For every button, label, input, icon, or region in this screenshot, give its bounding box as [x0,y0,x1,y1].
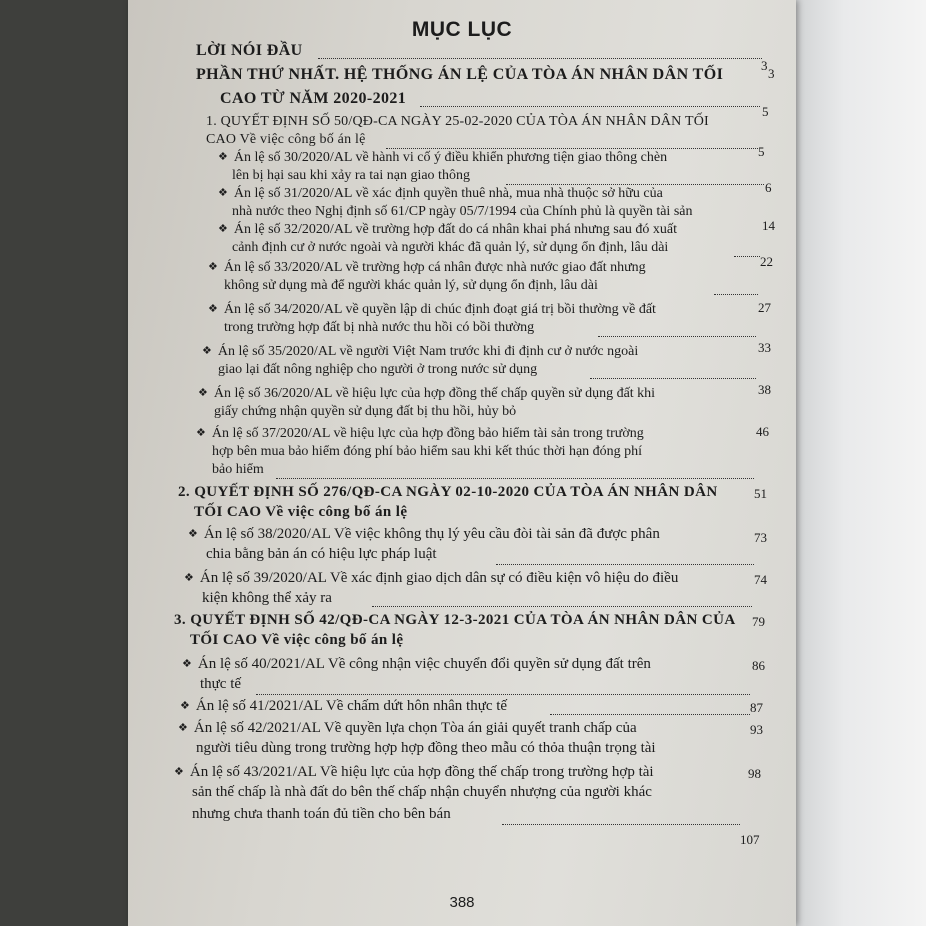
case-law-item-33: ❖ Án lệ số 33/2020/AL về trường hợp cá nhân được nhà nước giao đất nhưng [208,260,646,275]
page-ref: 33 [758,340,771,355]
diamond-bullet-icon: ❖ [218,223,228,235]
page-ref: 79 [752,614,765,629]
page-ref: 14 [762,218,775,233]
case-law-item-30: ❖ Án lệ số 30/2020/AL về hành vi cố ý điều khiển phương tiện giao thông chèn [218,150,668,165]
diamond-bullet-icon: ❖ [184,572,194,584]
case-law-item-33-line2: không sử dụng mà để người khác quản lý, sử dụng ổn định, lâu dài [224,278,598,293]
diamond-bullet-icon: ❖ [174,766,184,778]
dot-leader [598,336,756,337]
decision-heading-line1: 1. QUYẾT ĐỊNH SỐ 50/QĐ-CA NGÀY 25-02-2020 CỦA TÒA ÁN NHÂN DÂN TỐI [206,114,709,129]
diamond-bullet-icon: ❖ [208,303,218,315]
diamond-bullet-icon: ❖ [208,261,218,273]
case-law-item-39-line2: kiện không thể xảy ra [202,590,332,606]
diamond-bullet-icon: ❖ [218,151,228,163]
page-ref: 74 [754,572,767,587]
dot-leader [502,824,740,825]
case-law-item-38-line2: chia bằng bản án có hiệu lực pháp luật [206,546,437,562]
dot-leader [386,148,758,149]
diamond-bullet-icon: ❖ [196,427,206,439]
background-right [790,0,926,926]
dot-leader [276,478,754,479]
page-ref: 27 [758,300,771,315]
page-ref: 93 [750,722,763,737]
decision-heading-line2: CAO Về việc công bố án lệ [206,132,366,147]
page-ref: 38 [758,382,771,397]
case-law-item-42-line2: người tiêu dùng trong trường hợp hợp đồng theo mẫu có thỏa thuận trọng tài [196,740,656,756]
dot-leader [372,606,752,607]
page-ref: 87 [750,700,763,715]
diamond-bullet-icon: ❖ [182,658,192,670]
page-ref: 107 [740,832,760,847]
case-law-item-37: ❖ Án lệ số 37/2020/AL về hiệu lực của hợp đồng bảo hiểm tài sản trong trường [196,426,644,441]
book-page [128,0,796,926]
dot-leader [420,106,760,107]
page-number: 388 [449,894,475,911]
case-law-item-34-line2: trong trường hợp đất bị nhà nước thu hồi có bồi thường [224,320,535,335]
part-heading-line1: PHẦN THỨ NHẤT. HỆ THỐNG ÁN LỆ CỦA TÒA ÁN NHÂN DÂN TỐI [196,66,724,83]
decision-heading-line1: 3. QUYẾT ĐỊNH SỐ 42/QĐ-CA NGÀY 12-3-2021 CỦA TÒA ÁN NHÂN DÂN CỦA [174,612,736,628]
case-law-item-36: ❖ Án lệ số 36/2020/AL về hiệu lực của hợp đồng thế chấp quyền sử dụng đất khi [198,386,656,401]
page-ref: 3 [761,58,768,73]
case-law-item-37-line3: bảo hiểm [212,462,264,477]
dot-leader [550,714,750,715]
diamond-bullet-icon: ❖ [202,345,212,357]
case-law-item-43: ❖ Án lệ số 43/2021/AL Về hiệu lực của hợp đồng thế chấp trong trường hợp tài [174,764,654,780]
dot-leader [734,256,760,257]
page-ref: 46 [756,424,769,439]
dot-leader [496,564,754,565]
case-law-item-40-line2: thực tế [200,676,242,692]
case-law-item-43-line3: nhưng chưa thanh toán đủ tiền cho bên bán [192,806,451,822]
page-ref: 73 [754,530,767,545]
diamond-bullet-icon: ❖ [198,387,208,399]
diamond-bullet-icon: ❖ [188,528,198,540]
decision-heading-line2: TỐI CAO Về việc công bố án lệ [190,632,404,648]
dot-leader [318,58,762,59]
diamond-bullet-icon: ❖ [180,700,190,712]
decision-heading-line1: 2. QUYẾT ĐỊNH SỐ 276/QĐ-CA NGÀY 02-10-2020 CỦA TÒA ÁN NHÂN DÂN [178,484,718,500]
part-heading-line2: CAO TỪ NĂM 2020-2021 [220,90,407,107]
page-ref: 86 [752,658,765,673]
case-law-item-41: ❖ Án lệ số 41/2021/AL Về chấm dứt hôn nhân thực tế [180,698,508,714]
case-law-item-39: ❖ Án lệ số 39/2020/AL Về xác định giao dịch dân sự có điều kiện vô hiệu do điều [184,570,679,586]
decision-heading-line2: TỐI CAO Về việc công bố án lệ [194,504,408,520]
page-ref: 51 [754,486,767,501]
case-law-item-32-line2: cảnh định cư ở nước ngoài và người khác đã quản lý, sử dụng ổn định, lâu dài [232,240,669,255]
page-ref: 22 [760,254,773,269]
page-ref: 98 [748,766,761,781]
page-ref: 3 [768,66,775,81]
case-law-item-35: ❖ Án lệ số 35/2020/AL về người Việt Nam trước khi đi định cư ở nước ngoài [202,344,639,359]
dot-leader [506,184,764,185]
dot-leader [714,294,758,295]
case-law-item-38: ❖ Án lệ số 38/2020/AL Về việc không thụ lý yêu cầu đòi tài sản đã được phân [188,526,660,542]
case-law-item-43-line2: sản thế chấp là nhà đất do bên thế chấp nhận chuyển nhượng của người khác [192,784,652,800]
page-ref: 5 [758,144,765,159]
case-law-item-35-line2: giao lại đất nông nghiệp cho người ở trong nước sử dụng [218,362,538,377]
case-law-item-34: ❖ Án lệ số 34/2020/AL về quyền lập di chúc định đoạt giá trị bồi thường về đất [208,302,656,317]
case-law-item-36-line2: giấy chứng nhận quyền sử dụng đất bị thu hồi, hủy bỏ [214,404,517,419]
case-law-item-30-line2: lên bị hại sau khi xảy ra tai nạn giao thông [232,168,470,183]
case-law-item-31: ❖ Án lệ số 31/2020/AL về xác định quyền thuê nhà, mua nhà thuộc sở hữu của [218,186,663,201]
page-title: MỤC LỤC [411,18,513,41]
dot-leader [256,694,750,695]
diamond-bullet-icon: ❖ [178,722,188,734]
dot-leader [590,378,756,379]
case-law-item-37-line2: hợp bên mua bảo hiểm đóng phí bảo hiểm sau khi kết thúc thời hạn đóng phí [212,444,643,459]
page-ref: 5 [762,104,769,119]
case-law-item-42: ❖ Án lệ số 42/2021/AL Về quyền lựa chọn Tòa án giải quyết tranh chấp của [178,720,637,736]
case-law-item-32: ❖ Án lệ số 32/2020/AL về trường hợp đất do cá nhân khai phá nhưng sau đó xuất [218,222,678,237]
page-ref: 6 [765,180,772,195]
diamond-bullet-icon: ❖ [218,187,228,199]
case-law-item-31-line2: nhà nước theo Nghị định số 61/CP ngày 05/7/1994 của Chính phủ là quyền tài sản [232,204,693,219]
case-law-item-40: ❖ Án lệ số 40/2021/AL Về công nhận việc chuyển đổi quyền sử dụng đất trên [182,656,651,672]
preface-label: LỜI NÓI ĐẦU [196,42,303,59]
